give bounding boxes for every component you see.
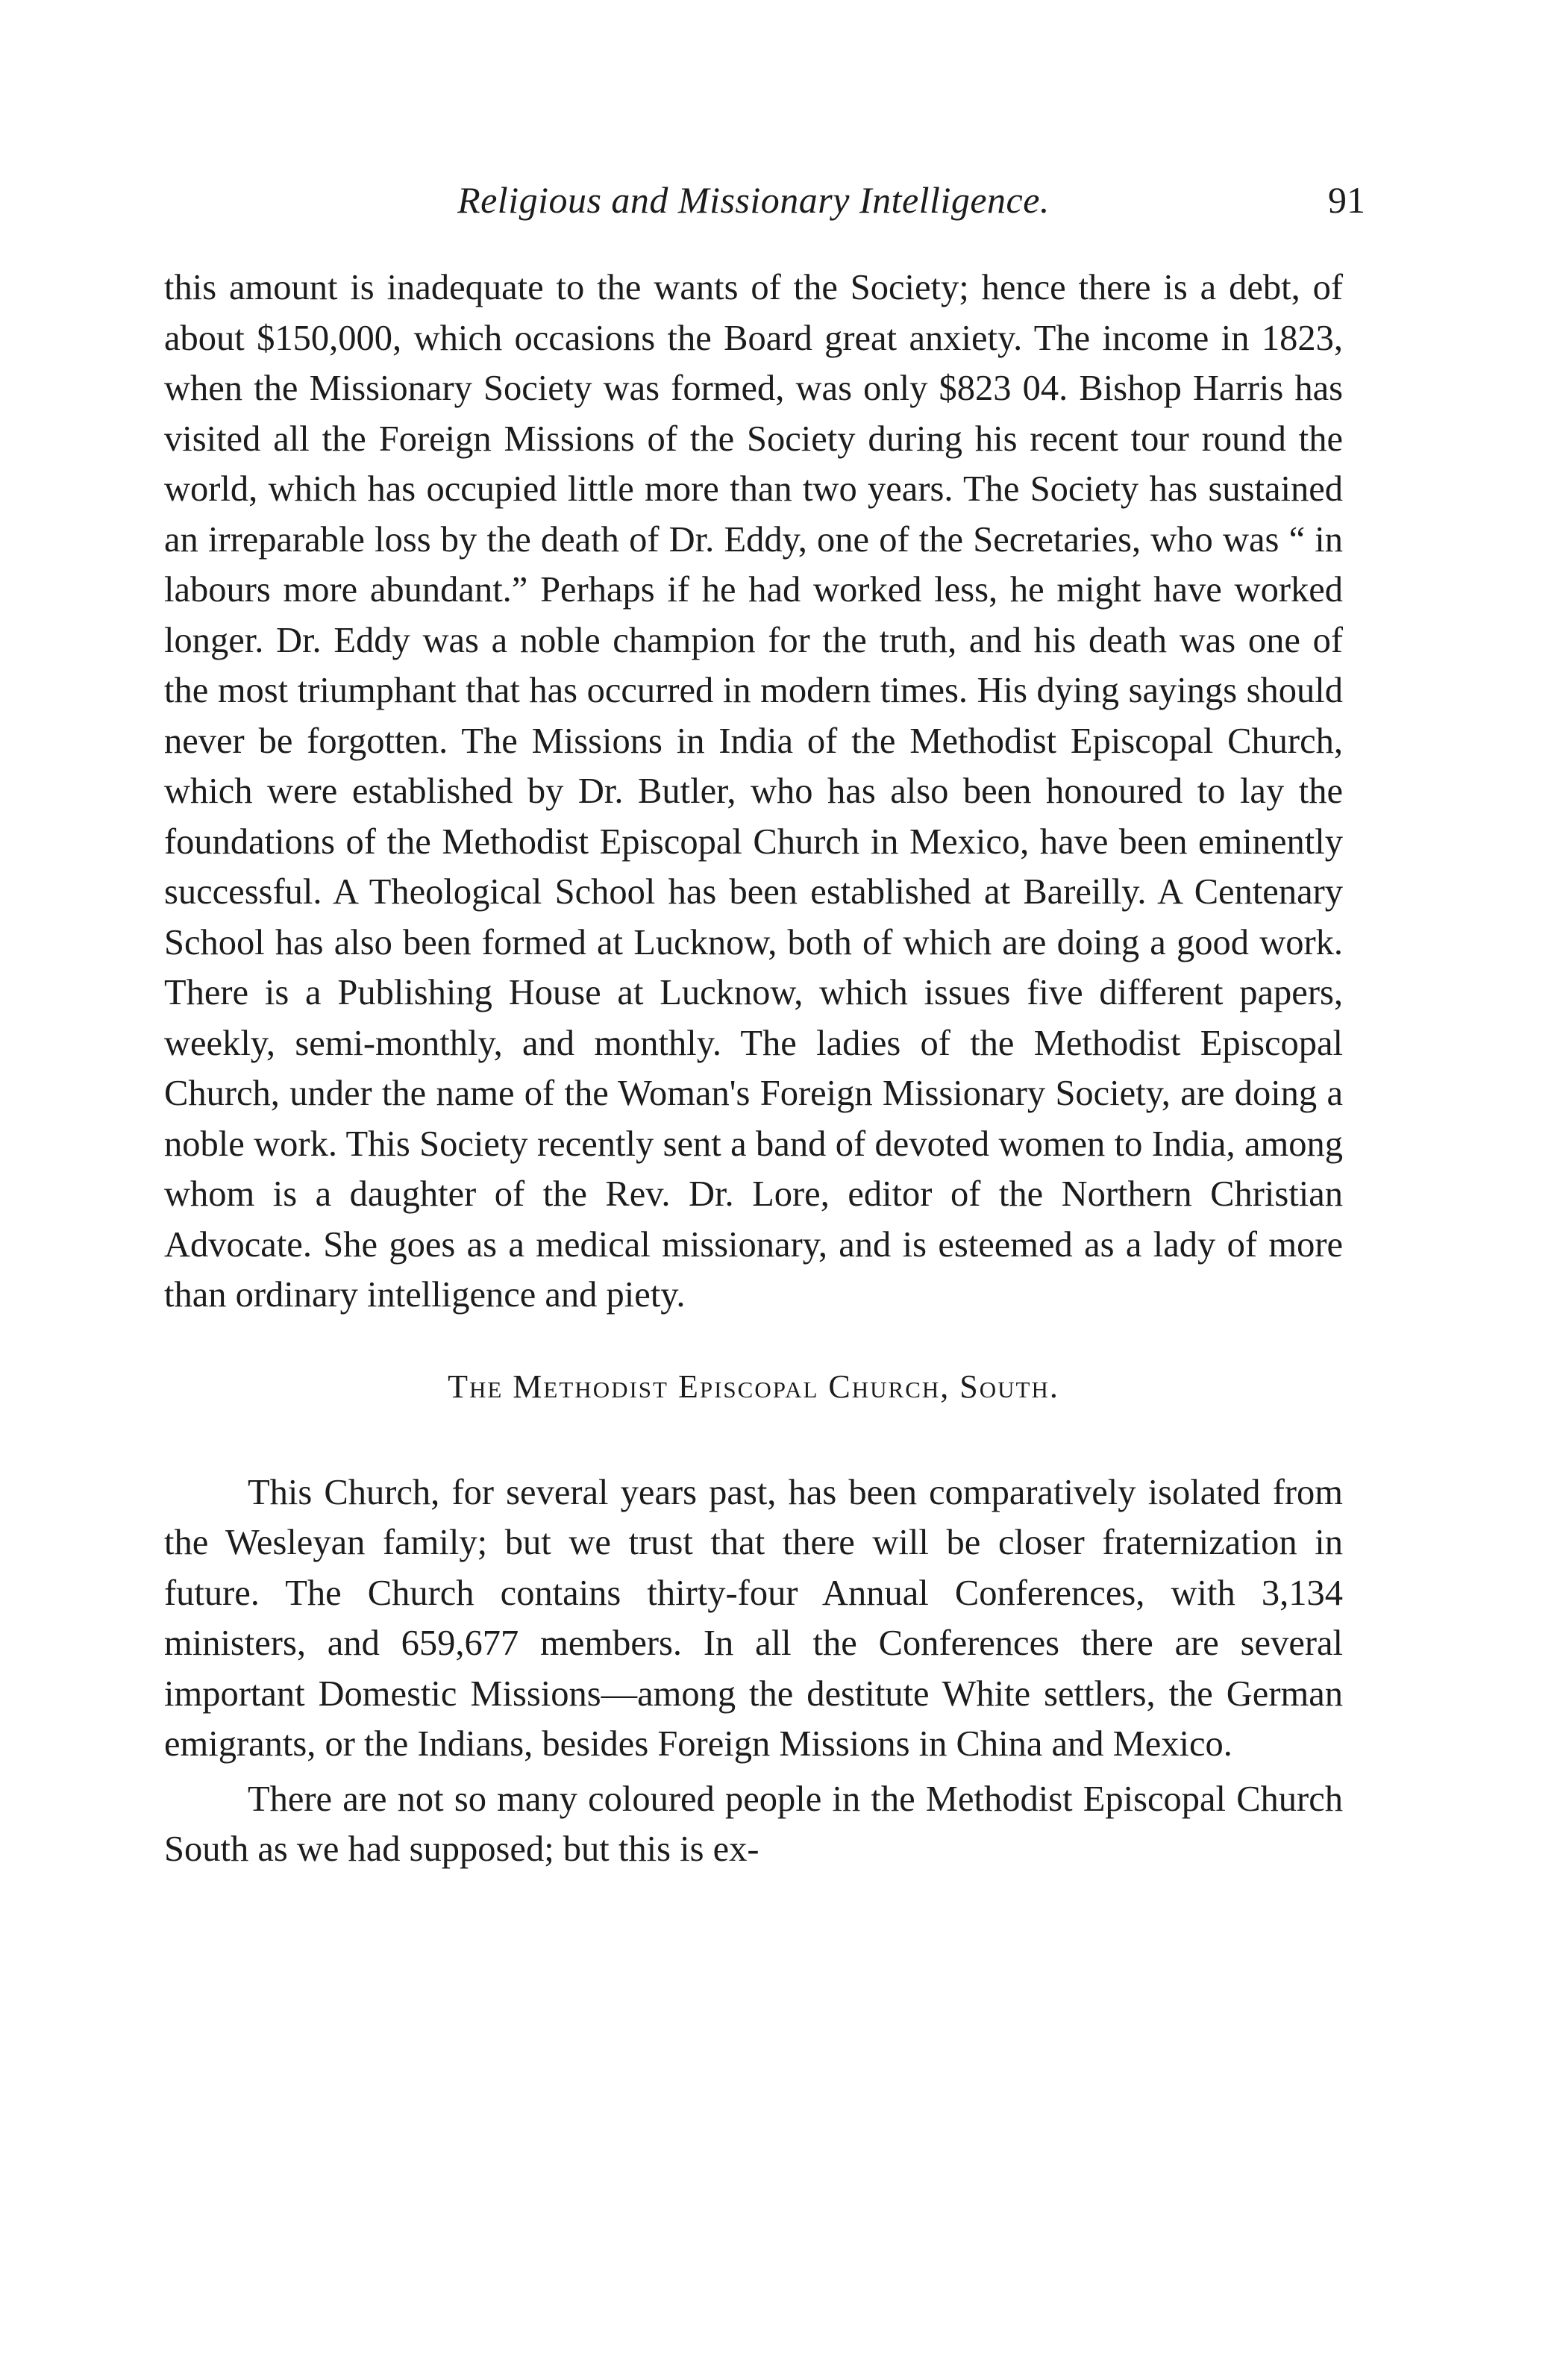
section-paragraph: There are not so many coloured people in the Methodist Episcopal Church South as we had supposed; but this is ex- [164, 1779, 1343, 1869]
body-text [164, 263, 1343, 1875]
running-title: Religious and Missionary Intelligence. [457, 179, 1050, 221]
paragraph-continued: this amount is inadequate to the wants of the Society; hence there is a debt, of about $150,000, which occasions the Board great anxiety. The income in 1823, when the Missionary Society was formed, was only $823 04. Bishop Harris has visited all the Foreign Missions of the Society during his recent tour round the world, which has occupied little more than two years. The Society has sustained an irreparable loss by the death of Dr. Eddy, one of the Secretaries, who was “ in labours more abundant.” Perhaps if he had worked less, he might have worked longer. Dr. Eddy was a noble champion for the truth, and his death was one of the most triumphant that has occurred in modern times. His dying sayings should never be forgotten. The Missions in India of the Methodist Episcopal Church, which were established by Dr. Butler, who has also been honoured to lay the foundations of the Methodist Episcopal Church in Mexico, have been eminently successful. A Theological School has been established at Bareilly. A Centenary School has also been formed at Lucknow, both of which are doing a good work. There is a Publishing House at Lucknow, which issues five different papers, weekly, semi-monthly, and monthly. The ladies of the Methodist Episcopal Church, under the name of the Woman's Foreign Missionary Society, are doing a noble work. This Society recently sent a band of devoted women to India, among whom is a daughter of the Rev. Dr. Lore, editor of the Northern Christian Advocate. She goes as a medical missionary, and is esteemed as a lady of more than ordinary intelligence and piety. [164, 268, 1343, 1315]
page-number: 91 [1328, 179, 1365, 221]
section-paragraph: This Church, for several years past, has been comparatively isolated from the Wesleyan family; but we trust that there will be closer fraternization in future. The Church contains thirty-four Annual Conferences, with 3,134 ministers, and 659,677 members. In all the Conferences there are several important Domestic Missions—among the destitute White settlers, the German emigrants, or the Indians, besides Foreign Missions in China and Mexico. [164, 1472, 1343, 1764]
running-head [164, 170, 1365, 230]
section-heading: The Methodist Episcopal Church, South. [448, 1368, 1059, 1405]
